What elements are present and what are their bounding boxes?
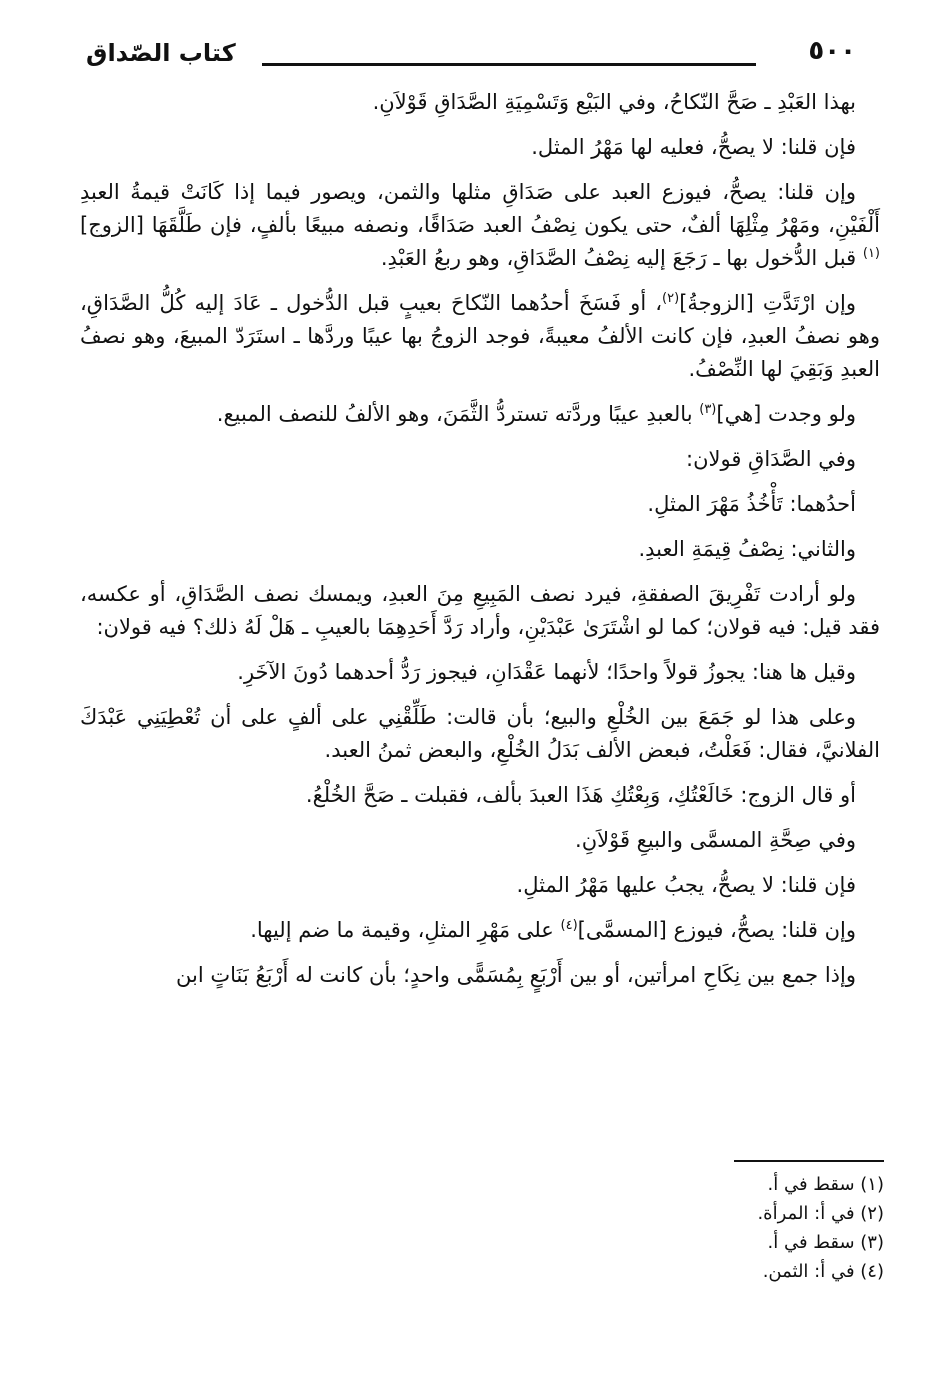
footnote: (٢) في أ: المرأة. <box>757 1203 884 1224</box>
paragraph: فإن قلنا: لا يصحُّ، يجبُ عليها مَهْرُ المثلِ. <box>516 873 856 897</box>
paragraph: فإن قلنا: لا يصحُّ، فعليه لها مَهْرُ المثل. <box>531 135 856 159</box>
paragraph: أحدُهما: تَأْخُذُ مَهْرَ المثلِ. <box>647 492 856 516</box>
footnotes <box>100 1172 884 1288</box>
main-text <box>80 86 880 1004</box>
footnote-marker: (١) <box>862 246 880 261</box>
paragraph: أو قال الزوج: خَالَعْتُكِ، وَبِعْتُكِ هَذَا العبدَ بألف، فقبلت ـ صَحَّ الخُلْعُ. <box>305 783 856 807</box>
paragraph: وقيل ها هنا: يجوزُ قولاً واحدًا؛ لأنهما عَقْدَانِ، فيجوز رَدُّ أحدهما دُونَ الآخَرِ. <box>237 660 856 684</box>
footnote-marker: (٤) <box>560 918 578 933</box>
header-rule <box>262 63 756 66</box>
page-number: ٥٠٠ <box>808 36 856 66</box>
paragraph: ولو وجدت [هي]$^{(٣)}$ بالعبدِ عيبًا وردَّته تستردُّ الثَّمَنَ، وهو الألفُ للنصف المبيع. <box>216 402 856 426</box>
footnote-marker: (٣) <box>699 402 717 417</box>
footnote: (٣) سقط في أ. <box>767 1232 884 1253</box>
paragraph: وعلى هذا لو جَمَعَ بين الخُلْعِ والبيع؛ بأن قالت: طَلِّقْنِي على ألفٍ على أن تُعْطِيَنِي عَبْدَكَ الفلانيَّ، فقال: فَعَلْتُ، فبعض الألف بَدَلُ الخُلْعِ، والبعض ثمنُ العبد. <box>80 705 880 762</box>
page-header <box>86 34 856 74</box>
paragraph: وإن قلنا: يصحُّ، فيوزع [المسمَّى]$^{(٤)}$ على مَهْرِ المثلِ، وقيمة ما ضم إليها. <box>250 918 856 942</box>
paragraph: وفي الصَّدَاقِ قولان: <box>686 447 856 471</box>
paragraph: وإذا جمع بين نِكَاحِ امرأتين، أو بين أَرْبَعٍ بِمُسَمًّى واحدٍ؛ بأن كانت له أَرْبَعُ بَنَاتٍ ابن <box>176 963 856 987</box>
footnote-marker: (٢) <box>662 291 680 306</box>
running-title: كتاب الصّداق <box>86 39 236 67</box>
paragraph: والثاني: نِصْفُ قِيمَةِ العبدِ. <box>638 537 856 561</box>
paragraph: بهذا العَبْدِ ـ صَحَّ النّكاحُ، وفي البَيْع وَتَسْمِيَةِ الصَّدَاقِ قَوْلاَنِ. <box>372 90 856 114</box>
footnote: (٤) في أ: الثمن. <box>762 1261 884 1282</box>
paragraph: وفي صِحَّةِ المسمَّى والبيعِ قَوْلاَنِ. <box>575 828 856 852</box>
paragraph: ولو أرادت تَفْرِيقَ الصفقةِ، فيرد نصف المَبِيعِ مِنَ العبدِ، ويمسك نصف الصَّدَاقِ، أو عكسه، فقد قيل: فيه قولان؛ كما لو اشْتَرَىٰ عَبْدَيْنِ، وأراد رَدَّ أَحَدِهِمَا بالعيبِ ـ هَلْ لَهُ ذلك؟ فيه قولان: <box>80 582 880 639</box>
footnote: (١) سقط في أ. <box>767 1174 884 1195</box>
paragraph: وإن ارْتَدَّتِ [الزوجةُ]$^{(٢)}$، أو فَسَخَ أحدُهما النّكاحَ بعيبٍ قبل الدُّخول ـ عَادَ إليه كُلُّ الصَّدَاقِ، وهو نصفُ العبدِ، فإن كانت الألفُ معيبةً، فوجد الزوجُ بها عيبًا وردَّها ـ استَرَدّ المبيعَ، وهو نصفُ العبدِ وَبَقِيَ لها النِّصْفُ. <box>80 291 880 381</box>
footnote-separator <box>734 1160 884 1162</box>
paragraph: وإن قلنا: يصحُّ، فيوزع العبد على صَدَاقِ مثلها والثمن، ويصور فيما إذا كَانَتْ قيمةُ العبدِ أَلْفَيْنِ، ومَهْرُ مِثْلِهَا ألفٌ، حتى يكون نِصْفُ العبد صَدَاقًا، ونصفه مبيعًا بألفٍ، فإن طَلَّقَهَا [الزوج]$^{(١)}$ قبل الدُّخول بها ـ رَجَعَ إليه نِصْفُ الصَّدَاقِ، وهو ربعُ العَبْدِ. <box>80 180 880 270</box>
